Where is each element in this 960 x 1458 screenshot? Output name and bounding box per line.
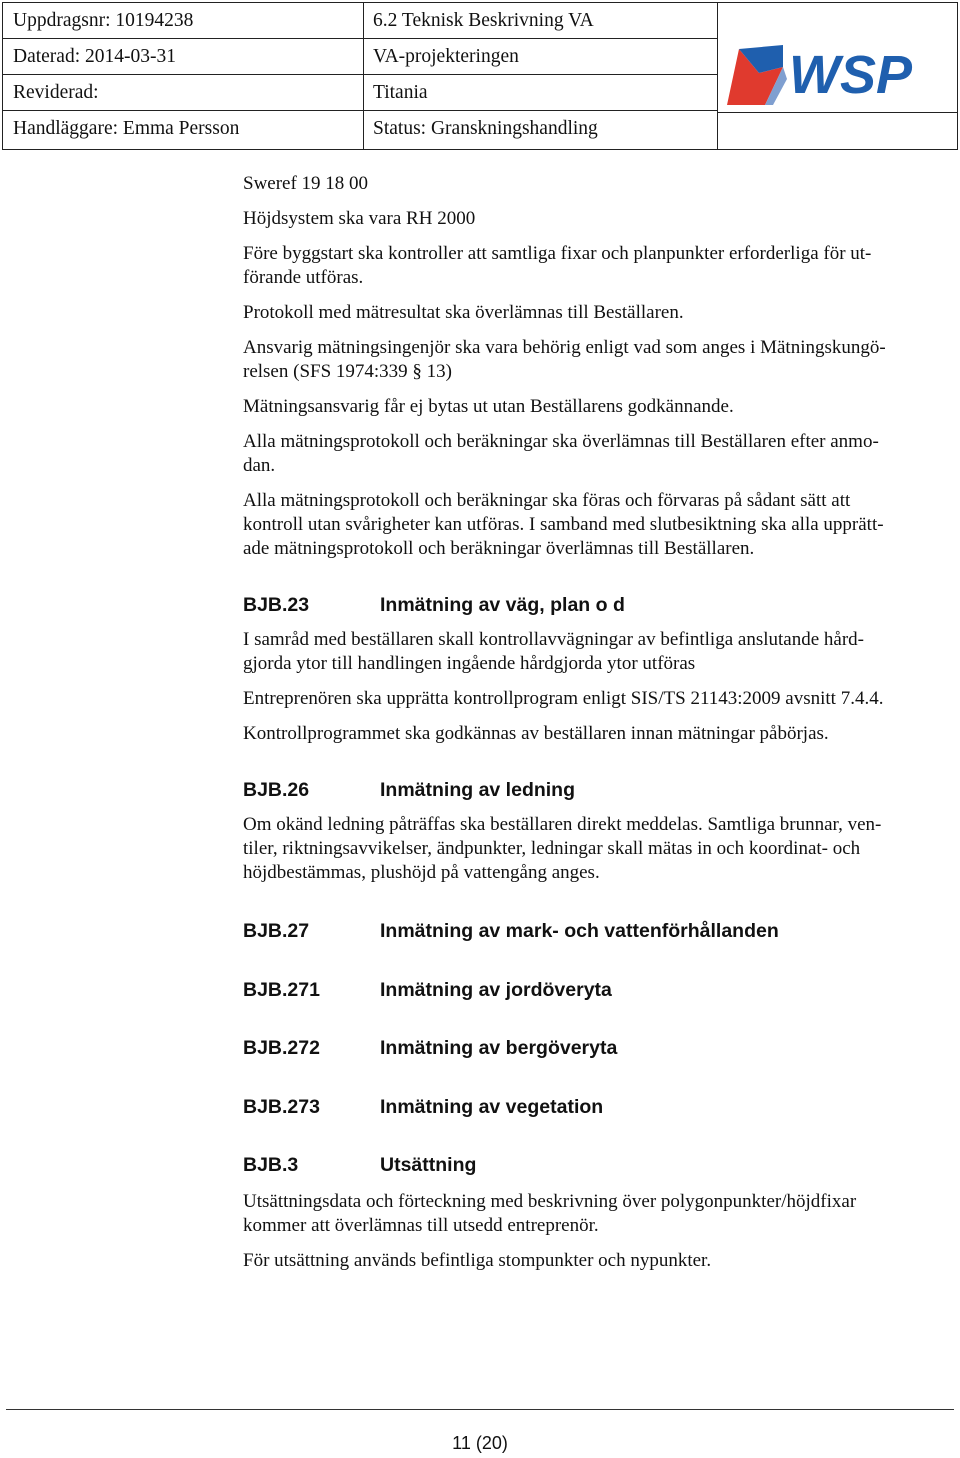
paragraph-coordinate-system: Sweref 19 18 00 bbox=[243, 173, 369, 194]
section-heading-bjb27 bbox=[243, 919, 955, 943]
document-title: 6.2 Teknisk Beskrivning VA bbox=[363, 3, 717, 39]
paragraph-control-levelling: I samråd med beställaren skall kontrollavvägningar av befintliga anslutande hård- gjorda ytor till handlingen ingående hårdgjorda ytor utföras bbox=[243, 629, 864, 674]
header-middle-column bbox=[363, 3, 718, 149]
section-heading-bjb272 bbox=[243, 1036, 955, 1060]
logo-cell bbox=[717, 3, 957, 113]
section-number: BJB.273 bbox=[243, 1096, 320, 1118]
paragraph-setting-out-data: Utsättningsdata och förteckning med beskrivning över polygonpunkter/höjdfixar kommer att överlämnas till utsedd entreprenör. bbox=[243, 1191, 857, 1236]
header-logo-column bbox=[717, 3, 957, 149]
header-left-column bbox=[3, 3, 364, 149]
paragraph-protocols-on-request: Alla mätningsprotokoll och beräkningar ska överlämnas till Beställaren efter anmo- dan. bbox=[243, 431, 879, 476]
paragraph-replacement: Mätningsansvarig får ej bytas ut utan Beställarens godkännande. bbox=[243, 396, 734, 417]
section-number: BJB.23 bbox=[243, 594, 310, 616]
section-number: BJB.271 bbox=[243, 979, 320, 1001]
handler: Handläggare: Emma Persson bbox=[13, 118, 240, 139]
paragraph-height-system: Höjdsystem ska vara RH 2000 bbox=[243, 208, 476, 229]
paragraph-before-construction: Före byggstart ska kontroller att samtliga fixar och planpunkter erforderliga för ut- förande utföras. bbox=[243, 243, 872, 288]
logo-text: WSP bbox=[789, 45, 913, 105]
revised: Reviderad: bbox=[3, 75, 363, 111]
assignment-number: Uppdragsnr: 10194238 bbox=[3, 3, 363, 39]
footer-divider bbox=[6, 1409, 954, 1410]
section-heading-bjb23 bbox=[243, 593, 955, 617]
paragraph-control-points: För utsättning används befintliga stompunkter och nypunkter. bbox=[243, 1250, 712, 1271]
empty-cell bbox=[717, 113, 957, 150]
section-title: Inmätning av jordöveryta bbox=[380, 979, 612, 1001]
document-body bbox=[243, 172, 955, 1284]
paragraph-unknown-pipe: Om okänd ledning påträffas ska beställaren direkt meddelas. Samtliga brunnar, ven- tiler, riktningsavvikelser, ändpunkter, ledningar skall mätas in och koordinat- och höjdbestämmas, plushöjd på vattengång anges. bbox=[243, 814, 882, 883]
section-heading-bjb273 bbox=[243, 1095, 955, 1119]
section-number: BJB.27 bbox=[243, 920, 310, 942]
section-title: Inmätning av vegetation bbox=[380, 1096, 604, 1118]
paragraph-protocol-storage: Alla mätningsprotokoll och beräkningar ska föras och förvaras på sådant sätt att kontroll utan svårigheter kan utföras. I samband med slutbesiktning ska alla upprätt- ade mätningsprotokoll och beräkningar överlämnas till Beställaren. bbox=[243, 490, 884, 559]
page-number: 11 (20) bbox=[452, 1433, 508, 1453]
section-number: BJB.3 bbox=[243, 1154, 299, 1176]
paragraph-protocol: Protokoll med mätresultat ska överlämnas till Beställaren. bbox=[243, 302, 684, 323]
section-title: Inmätning av väg, plan o d bbox=[380, 594, 625, 616]
date: Daterad: 2014-03-31 bbox=[3, 39, 363, 75]
paragraph-responsible-engineer: Ansvarig mätningsingenjör ska vara behörig enligt vad som anges i Mätningskungö- relsen (SFS 1974:339 § 13) bbox=[243, 337, 886, 382]
section-title: Utsättning bbox=[380, 1154, 477, 1176]
section-heading-bjb271 bbox=[243, 978, 955, 1002]
section-title: Inmätning av bergöveryta bbox=[380, 1037, 618, 1059]
section-number: BJB.26 bbox=[243, 779, 310, 801]
section-title: Inmätning av mark- och vattenförhållanden bbox=[380, 920, 779, 942]
paragraph-control-program: Entreprenören ska upprätta kontrollprogram enligt SIS/TS 21143:2009 avsnitt 7.4.4. bbox=[243, 688, 884, 709]
document-status: Status: Granskningshandling bbox=[373, 118, 598, 139]
section-heading-bjb3 bbox=[243, 1153, 955, 1177]
document-header bbox=[2, 2, 958, 150]
paragraph-approval: Kontrollprogrammet ska godkännas av beställaren innan mätningar påbörjas. bbox=[243, 723, 829, 744]
section-heading-bjb26 bbox=[243, 778, 955, 802]
project-name: VA-projekteringen bbox=[363, 39, 717, 75]
section-number: BJB.272 bbox=[243, 1037, 320, 1059]
wsp-logo-icon bbox=[725, 39, 920, 107]
section-title: Inmätning av ledning bbox=[380, 779, 576, 801]
project-site: Titania bbox=[363, 75, 717, 111]
